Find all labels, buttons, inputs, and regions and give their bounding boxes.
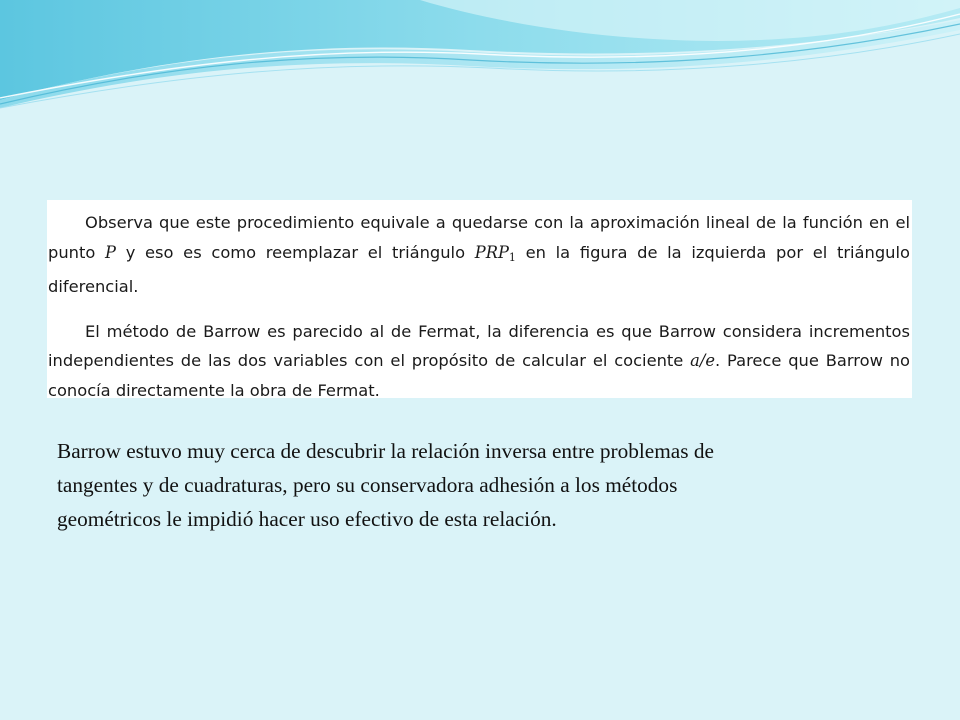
wave-header-decoration <box>0 0 960 120</box>
excerpt-p1-text-c: en la figura de la izquierda por el triángulo diferencial. <box>48 242 910 296</box>
excerpt-p1-text-b: y eso es como reemplazar el triángulo <box>125 242 466 262</box>
text-excerpt-image <box>47 200 912 398</box>
main-text-line-2: tangentes y de cuadraturas, pero su conservadora adhesión a los métodos <box>57 473 678 497</box>
main-text-line-1: Barrow estuvo muy cerca de descubrir la relación inversa entre problemas de <box>57 439 714 463</box>
excerpt-paragraph-1 <box>47 208 912 302</box>
main-text-paragraph <box>57 434 907 536</box>
excerpt-p1-text-a: Observa que este procedimiento equivale a quedarse con la aproximación lineal de la función en el punto <box>48 213 910 262</box>
excerpt-p2-text-b: . Parece que Barrow no conocía directamente la obra de Fermat. <box>48 351 910 400</box>
math-var-prp-subscript: 1 <box>508 250 516 264</box>
math-var-p: P <box>105 242 116 262</box>
main-text-line-3: geométricos le impidió hacer uso efectivo de esta relación. <box>57 507 557 531</box>
excerpt-p2-text-a: El método de Barrow es parecido al de Fermat, la diferencia es que Barrow considera incrementos independientes de las dos variables con el propósito de calcular el cociente <box>48 321 910 370</box>
math-ratio-a-e: a/e <box>690 351 715 370</box>
math-var-prp-base: PRP <box>474 242 509 262</box>
excerpt-paragraph-2 <box>47 317 912 406</box>
math-var-prp <box>475 243 516 262</box>
